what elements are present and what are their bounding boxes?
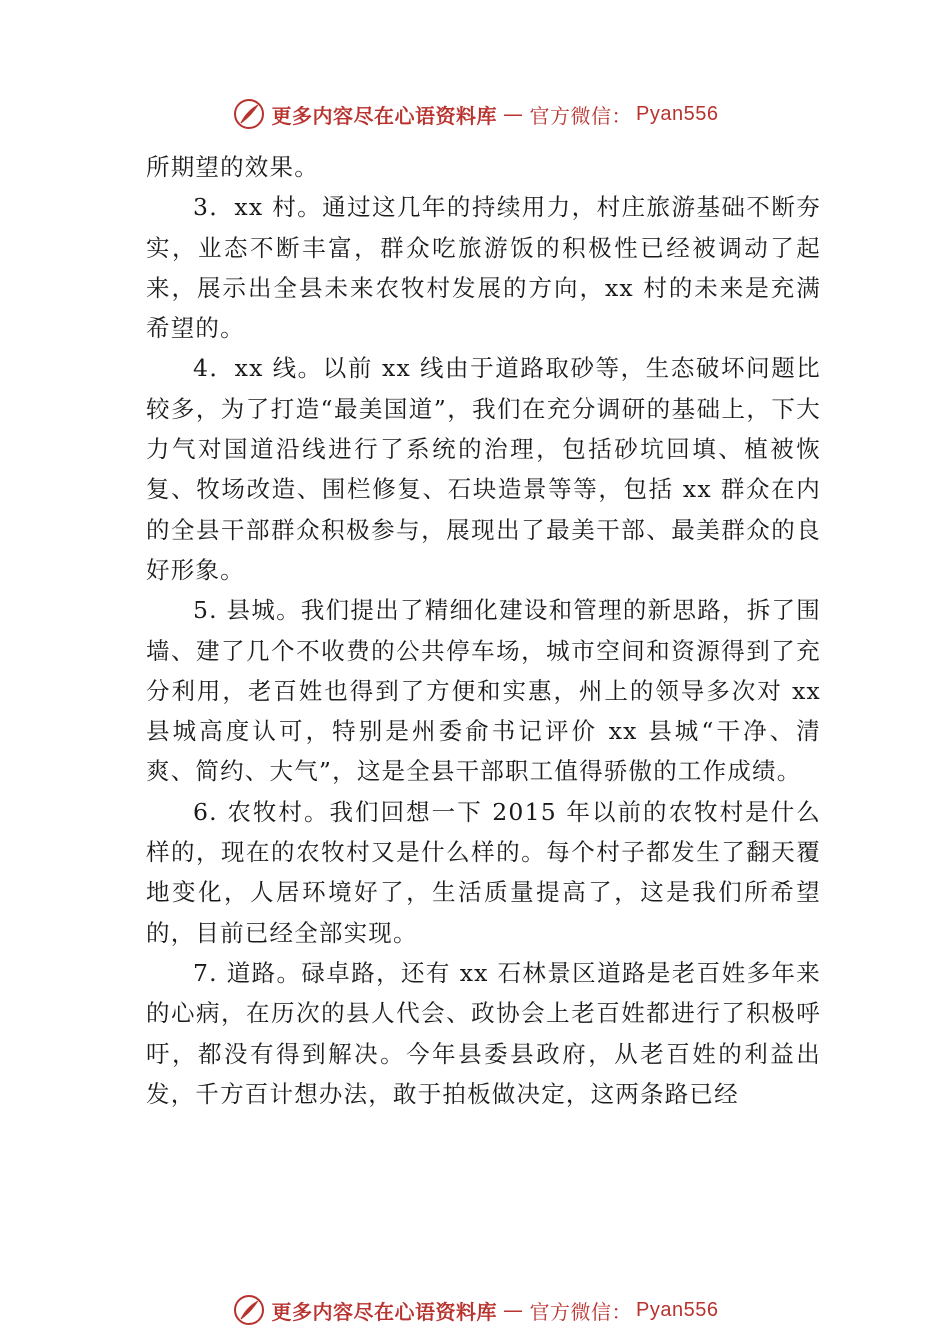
paragraph-continuation: 所期望的效果。 <box>146 153 319 181</box>
paragraph-item-5: 5. 县城。我们提出了精细化建设和管理的新思路，拆了围墙、建了几个不收费的公共停车场，城市空间和资源得到了充分利用，老百姓也得到了方便和实惠，州上的领导多次对 xx 县城高度认可，特别是州委俞书记评价 xx 县城“干净、清爽、简约、大气”，这是全县干部职工值得骄傲的工作成绩。 <box>146 596 821 786</box>
document-body <box>146 147 821 1114</box>
banner-separator: — <box>503 1298 524 1322</box>
paragraph-item-6: 6. 农牧村。我们回想一下 2015 年以前的农牧村是什么样的，现在的农牧村又是什么样的。每个村子都发生了翻天覆地变化，人居环境好了，生活质量提高了，这是我们所希望的，目前已经全部实现。 <box>146 797 821 947</box>
wechat-id: Pyan556 <box>636 102 719 125</box>
wechat-label: 官方微信： <box>529 1299 633 1324</box>
paragraph-item-4: 4．xx 线。以前 xx 线由于道路取砂等，生态破坏问题比较多，为了打造“最美国道”，我们在充分调研的基础上，下大力气对国道沿线进行了系统的治理，包括砂坑回填、植被恢复、牧场改造、围栏修复、石块造景等等，包括 xx 群众在内的全县干部群众积极参与，展现出了最美干部、最美群众的良好形象。 <box>146 354 821 584</box>
brand-text: 更多内容尽在心语资料库 <box>271 103 498 128</box>
paragraph-item-7: 7. 道路。碌卓路，还有 xx 石林景区道路是老百姓多年来的心病，在历次的县人代会、政协会上老百姓都进行了积极呼吁，都没有得到解决。今年县委县政府，从老百姓的利益出发，千方百计想办法，敢于拍板做决定，这两条路已经 <box>146 958 821 1108</box>
wechat-id: Pyan556 <box>636 1298 719 1321</box>
brand-text: 更多内容尽在心语资料库 <box>271 1299 498 1324</box>
quill-logo-icon <box>232 97 266 131</box>
banner-separator: — <box>503 102 524 126</box>
footer-banner <box>0 1290 950 1330</box>
wechat-label: 官方微信： <box>529 103 633 128</box>
header-banner <box>0 94 950 134</box>
quill-logo-icon <box>232 1293 266 1327</box>
paragraph-item-3: 3．xx 村。通过这几年的持续用力，村庄旅游基础不断夯实，业态不断丰富，群众吃旅游饭的积极性已经被调动了起来，展示出全县未来农牧村发展的方向，xx 村的未来是充满希望的。 <box>146 193 821 343</box>
